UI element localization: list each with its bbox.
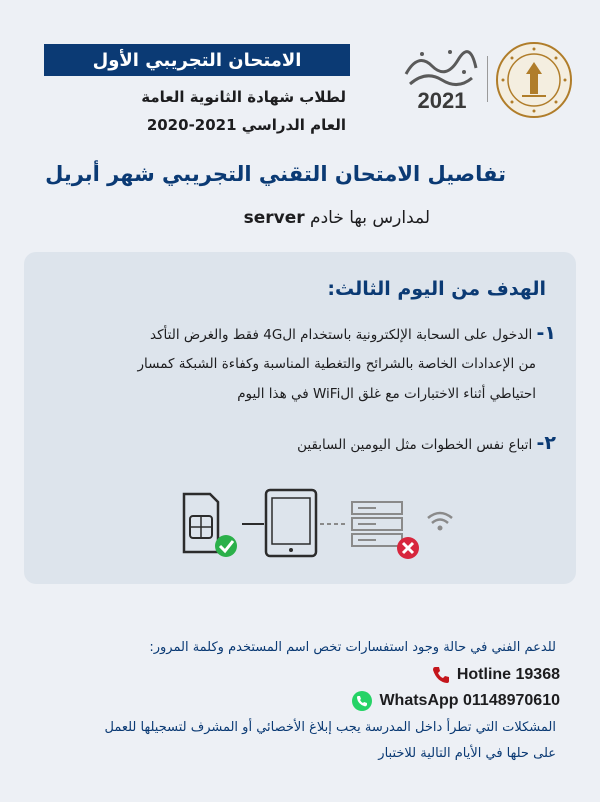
sim-card-icon [184, 494, 218, 552]
check-icon [215, 535, 237, 557]
thanaweya-logo [398, 44, 480, 114]
phone-icon [431, 665, 451, 685]
secondary-heading [40, 208, 430, 228]
subtitle-line-2: العام الدراسي 2021-2020 [146, 116, 346, 134]
support-intro: للدعم الفني في حالة وجود استفسارات تخص اسم المستخدم وكلمة المرور: [149, 640, 556, 655]
logo-divider [487, 56, 488, 102]
ministry-seal-icon [494, 40, 574, 120]
point-1-line-1: الدخول على السحابة الإلكترونية باستخدام ال4G فقط والغرض التأكد [150, 327, 537, 343]
ministry-seal [494, 40, 574, 120]
server-icon [352, 502, 402, 546]
main-heading-part1: تفاصيل الامتحان التقني التجريبي [154, 162, 506, 186]
tablet-icon [266, 490, 316, 556]
cross-icon [397, 537, 419, 559]
card-heading: الهدف من اليوم الثالث: [327, 278, 546, 300]
main-heading [40, 162, 506, 186]
point-1-line-3: احتياطي أثناء الاختبارات مع غلق الWiFi في هذا اليوم [237, 386, 536, 402]
subtitle-line-1: لطلاب شهادة الثانوية العامة [141, 88, 346, 106]
whatsapp-row [300, 688, 560, 714]
hotline-row [300, 662, 560, 688]
network-illustration [170, 482, 460, 562]
point-1-line-2: من الإعدادات الخاصة بالشرائح والتغطية المناسبة وكفاءة الشبكة كمسار [137, 356, 536, 372]
main-heading-month: شهر أبريل [45, 162, 155, 186]
banner-title: الامتحان التجريبي الأول [92, 49, 302, 71]
whatsapp-icon [351, 690, 373, 712]
title-banner [44, 44, 350, 76]
secondary-heading-part1: لمدارس بها خادم [304, 208, 430, 228]
calligraphy-icon [398, 44, 480, 90]
point-1 [36, 322, 556, 344]
hotline-text[interactable]: Hotline 19368 [456, 666, 560, 683]
secondary-heading-server: server [243, 208, 305, 228]
point-2 [36, 432, 556, 454]
footer-note-line-1: المشكلات التي تطرأ داخل المدرسة يجب إبلاغ الأخصائي أو المشرف لتسجيلها للعمل [104, 720, 556, 735]
point-2-text: اتباع نفس الخطوات مثل اليومين السابقين [297, 437, 537, 453]
point-1-number: ١- [536, 322, 556, 344]
logo-year: 2021 [417, 88, 467, 113]
whatsapp-text[interactable]: WhatsApp 01148970610 [379, 692, 560, 709]
footer-note-line-2: على حلها في الأيام التالية للاختبار [378, 746, 556, 761]
wifi-icon [428, 513, 452, 531]
point-2-number: ٢- [536, 432, 556, 454]
